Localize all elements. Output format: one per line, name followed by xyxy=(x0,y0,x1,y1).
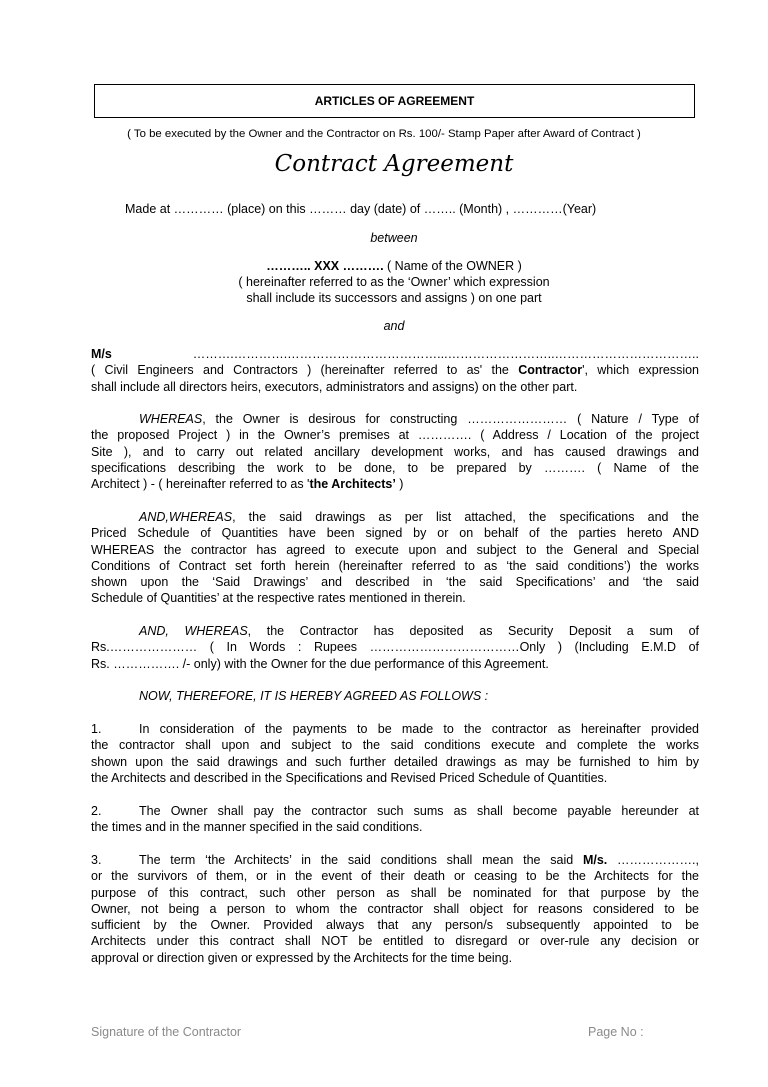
footer-signature: Signature of the Contractor xyxy=(91,1025,242,1039)
made-at-line: Made at ………… (place) on this ……… day (date) of …….. (Month) , …………(Year) xyxy=(125,202,597,216)
articles-title: ARTICLES OF AGREEMENT xyxy=(314,94,475,108)
clause3-line-3: purpose of this contract, such other person as shall be nominated for that purpose by the xyxy=(91,885,699,900)
clause-3 xyxy=(91,852,699,966)
whereas3-line-1 xyxy=(91,623,699,639)
whereas2-line-4: Conditions of Contract set forth herein (hereinafter referred to as ‘the said conditions’) the works xyxy=(91,558,699,573)
whereas-paragraph-3 xyxy=(91,623,699,672)
whereas3-lead: AND, WHEREAS xyxy=(139,624,248,638)
now-therefore-wrap xyxy=(91,688,699,704)
contractor-word: Contractor xyxy=(518,363,583,378)
whereas1-line-1 xyxy=(91,411,699,427)
owner-ref-line-2: shall include its successors and assigns ) on one part xyxy=(246,291,542,305)
whereas3-l1-rest: , the Contractor has deposited as Security Deposit a sum of xyxy=(247,624,699,638)
contractor-line-1 xyxy=(91,346,699,362)
whereas-paragraph-1 xyxy=(91,411,699,492)
clause3-line-5: sufficient by the Owner. Provided always that any person/s subsequently appointed to be xyxy=(91,918,699,933)
clause3-ms: M/s. xyxy=(582,853,608,867)
whereas1-l1-rest: , the Owner is desirous for constructing …………………… ( Nature / Type of xyxy=(202,412,699,426)
articles-title-box xyxy=(94,84,695,118)
contractor-line-2 xyxy=(91,362,699,378)
owner-name: ……….. XXX ………. xyxy=(266,259,384,273)
clause3-line-4: Owner, not being a person to whom the contractor shall object for reasons considered to be xyxy=(91,901,699,916)
whereas1-line-3: Site ), and to carry out related ancillary development works, and has caused drawings and xyxy=(91,444,699,459)
whereas1-l5-a: Architect ) - ( hereinafter referred to as ' xyxy=(91,477,310,492)
clause1-line-4: the Architects and described in the Specifications and Revised Priced Schedule of Quantities. xyxy=(91,770,608,785)
footer-page-no: Page No : xyxy=(588,1025,644,1039)
now-therefore-text: NOW, THEREFORE, IT IS HEREBY AGREED AS FOLLOWS : xyxy=(139,689,489,703)
clause1-line-1 xyxy=(91,721,699,737)
whereas3-line-3: Rs. ……………. /- only) with the Owner for the due performance of this Agreement. xyxy=(91,656,549,671)
whereas1-lead: WHEREAS xyxy=(139,412,203,426)
whereas2-line-1 xyxy=(91,509,699,525)
clause2-l1-text: The Owner shall pay the contractor such sums as shall become payable hereunder at xyxy=(139,804,699,818)
owner-name-line xyxy=(0,258,768,274)
whereas2-lead: AND,WHEREAS xyxy=(139,510,233,524)
clause1-number: 1. xyxy=(91,722,102,736)
whereas1-l5-b: ) xyxy=(395,477,404,492)
clause3-l1-a: The term ‘the Architects’ in the said conditions shall mean the said xyxy=(139,853,583,867)
whereas2-line-6: Schedule of Quantities’ at the respective rates mentioned in therein. xyxy=(91,591,466,606)
architects-term: the Architects’ xyxy=(309,477,396,492)
whereas1-line-4: specifications describing the work to be done, to be prepared by ………. ( Name of the xyxy=(91,460,699,475)
clause3-line-7: approval or direction given or expressed by the Architects for the time being. xyxy=(91,950,513,965)
clause2-line-2: the times and in the manner specified in the said conditions. xyxy=(91,820,423,835)
ms-dots: ……….………….………………………………...……………………..…………………………….. xyxy=(111,347,699,361)
clause2-number: 2. xyxy=(91,804,102,818)
ms-label: M/s xyxy=(91,347,112,361)
owner-ref-line-1: ( hereinafter referred to as the ‘Owner’ which expression xyxy=(238,275,550,289)
clause1-l1-text: In consideration of the payments to be made to the contractor as hereinafter provided xyxy=(139,722,699,736)
contractor-text-b: ', which expression xyxy=(582,363,699,378)
whereas2-line-2: Priced Schedule of Quantities have been signed by or on behalf of the parties hereto AND xyxy=(91,526,699,541)
execution-note: ( To be executed by the Owner and the Contractor on Rs. 100/- Stamp Paper after Award of Contract ) xyxy=(127,128,641,140)
clause3-line-2: or the survivors of them, or in the event of their death or ceasing to be the Architects for the xyxy=(91,869,699,884)
clause-1 xyxy=(91,721,699,786)
clause-2 xyxy=(91,803,699,836)
contractor-paragraph xyxy=(91,346,699,395)
whereas2-line-3: WHEREAS the contractor has agreed to execute upon and subject to the General and Special xyxy=(91,542,699,557)
whereas2-line-5: shown upon the ‘Said Drawings’ and described in ‘the said Specifications’ and ‘the said xyxy=(91,575,699,590)
whereas1-line-5 xyxy=(91,476,699,492)
contract-title: Contract Agreement xyxy=(274,151,514,177)
clause3-number: 3. xyxy=(91,853,102,867)
clause1-line-2: the contractor shall upon and subject to the said conditions execute and complete the works xyxy=(91,738,699,753)
whereas1-line-2: the proposed Project ) in the Owner’s premises at …………. ( Address / Location of the project xyxy=(91,428,699,443)
clause2-line-1 xyxy=(91,803,699,819)
now-therefore-line xyxy=(91,688,699,704)
clause3-line-6: Architects under this contract shall NOT be entitled to disregard or over-rule any decision or xyxy=(91,934,699,949)
between-word: between xyxy=(370,231,418,245)
and-word: and xyxy=(383,319,405,333)
whereas-paragraph-2 xyxy=(91,509,699,607)
clause1-line-3: shown upon the said drawings and such further detailed drawings as may be furnished to him by xyxy=(91,754,699,769)
clause3-l1-b: ………………., xyxy=(607,853,699,867)
whereas3-line-2: Rs.………………… ( In Words : Rupees ………………………………Only ) (Including E.M.D of xyxy=(91,640,699,655)
contractor-line-3: shall include all directors heirs, executors, administrators and assigns) on the other part. xyxy=(91,379,578,394)
contractor-text-a: ( Civil Engineers and Contractors ) (hereinafter referred to as' the xyxy=(91,363,519,378)
whereas2-l1-rest: , the said drawings as per list attached, the specifications and the xyxy=(232,510,699,524)
owner-label: ( Name of the OWNER ) xyxy=(383,259,522,273)
clause3-line-1 xyxy=(91,852,699,868)
